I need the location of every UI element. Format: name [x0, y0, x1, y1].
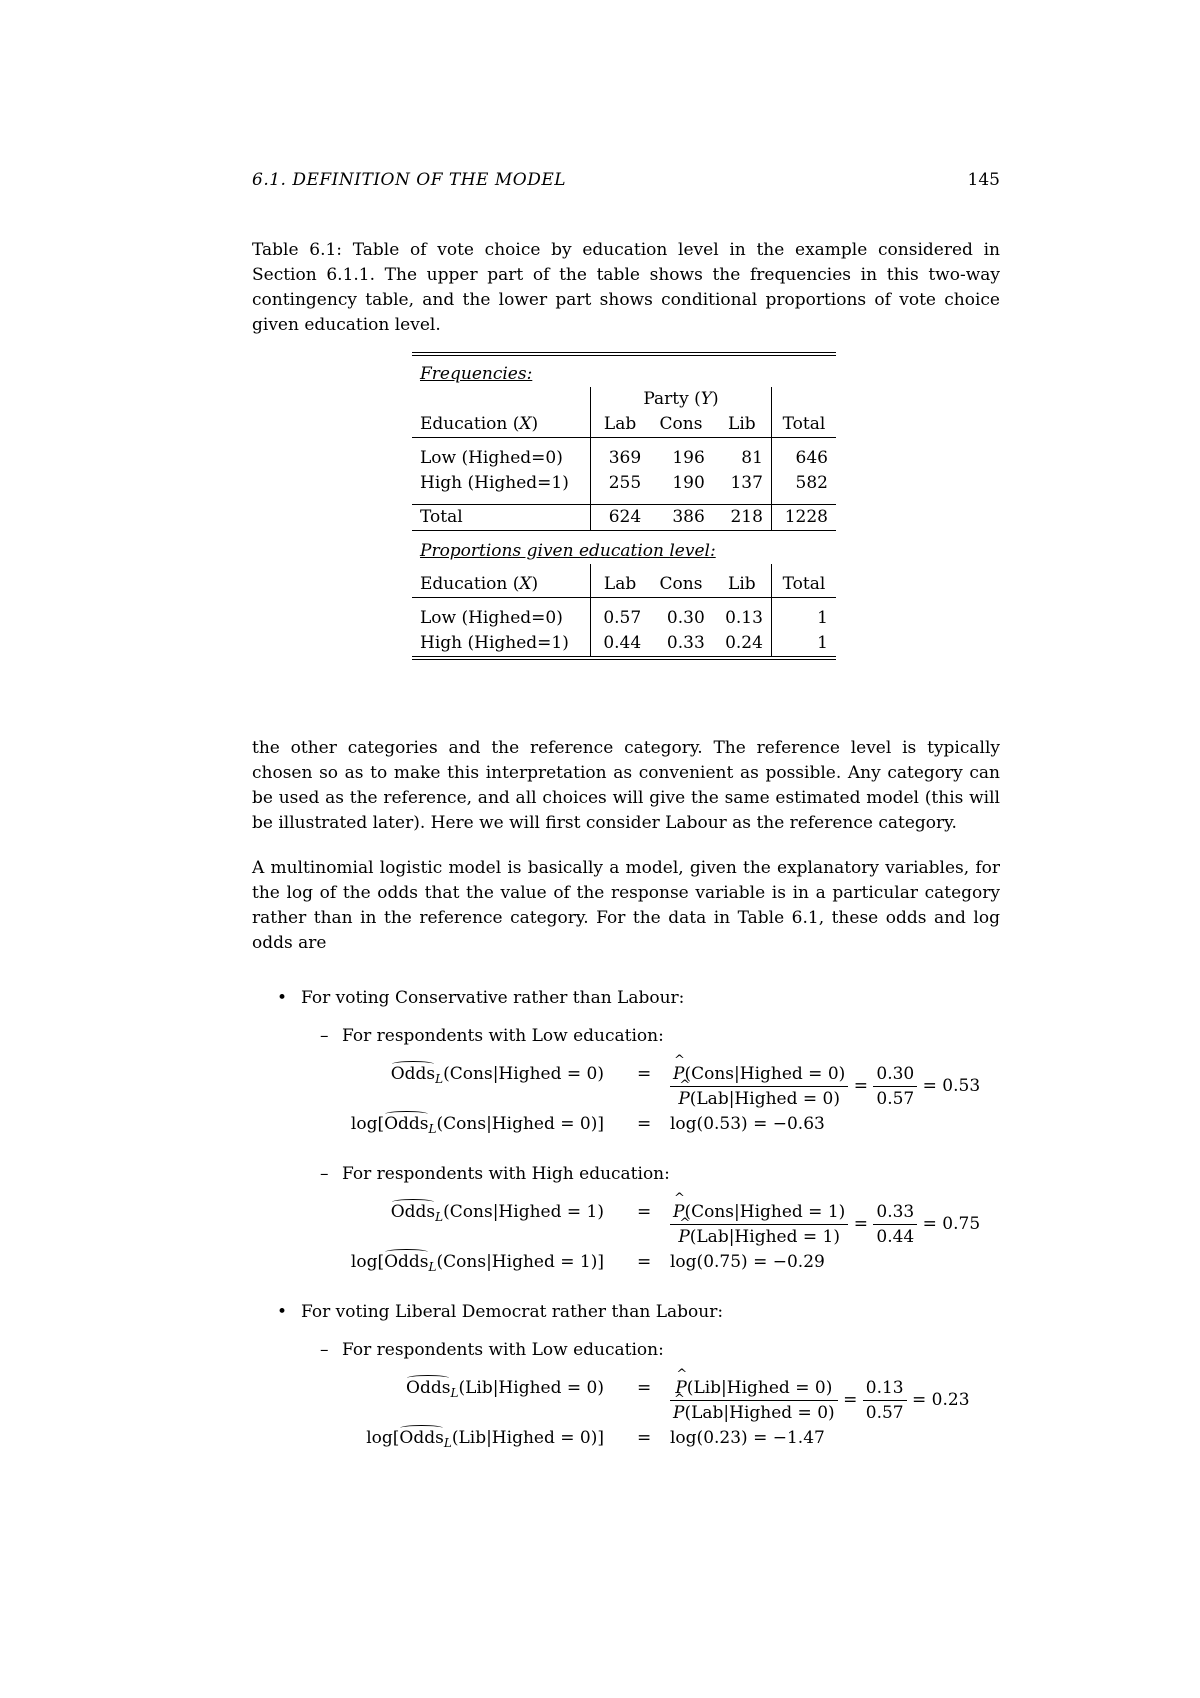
equation-log-odds: log[Odds$_L$(Cons|Highed = 0)] = log(0.53) = −0.63 [350, 1114, 825, 1136]
bullet-item: • For voting Conservative rather than Labour: [277, 988, 685, 1008]
equation-odds: Odds$_L$(Cons|Highed = 0) = ^ P(Cons|Highed = 0) ^ P(Lab|Highed = 0) = $\frac{0.30}{0.57}$ = 0.53 [252, 1064, 1000, 1092]
dash-item: – For respondents with High education: [320, 1164, 670, 1184]
frequencies-title: Frequencies: [420, 364, 533, 384]
row-header: Education (X) [420, 414, 539, 434]
equation-odds: Odds$_L$(Cons|Highed = 1) = ^ P(Cons|Highed = 1) ^ P(Lab|Highed = 1) = $\frac{0.33}{0.44}$ = 0.75 [252, 1202, 1000, 1230]
page-number: 145 [967, 170, 1000, 190]
body-paragraph-1: the other categories and the reference category. The reference level is typically chosen so as to make this interpretation as convenient as possible. Any category can be used as the reference, and all choices will give the same estimated model (this will be illustrated later). Here we will first consider Labour as the reference category. [252, 738, 1000, 833]
equation-log-odds: log[Odds$_L$(Lib|Highed = 0)] = log(0.23) = −1.47 [366, 1428, 825, 1450]
body-paragraph-2: A multinomial logistic model is basically a model, given the explanatory variables, for the log of the odds that the value of the response variable is in a particular category rather than in the reference category. For the data in Table 6.1, these odds and log odds are [252, 858, 1000, 953]
dash-item: – For respondents with Low education: [320, 1026, 664, 1046]
col-total: Total [771, 412, 836, 438]
equation-log-odds: log[Odds$_L$(Cons|Highed = 1)] = log(0.75) = −0.29 [350, 1252, 825, 1274]
dash-icon: – [320, 1026, 329, 1046]
page-header [252, 170, 1000, 190]
proportions-title: Proportions given education level: [420, 541, 716, 561]
table-row-total: Total 624 386 218 1228 [412, 505, 836, 531]
bullet-icon: • [277, 1302, 288, 1322]
table-row: High (Highed=1) 0.44 0.33 0.24 1 [412, 631, 836, 656]
dash-icon: – [320, 1340, 329, 1360]
table-row: Low (Highed=0) 369 196 81 646 [412, 446, 836, 471]
running-title: 6.1. DEFINITION OF THE MODEL [252, 170, 567, 190]
table-6-1 [412, 352, 836, 660]
col-cons: Cons [659, 414, 703, 434]
bullet-icon: • [277, 988, 288, 1008]
table-row: High (Highed=1) 255 190 137 582 [412, 471, 836, 496]
table-row: Low (Highed=0) 0.57 0.30 0.13 1 [412, 606, 836, 631]
row-header: Education (X) [420, 574, 539, 594]
dash-item: – For respondents with Low education: [320, 1340, 664, 1360]
equation-odds: Odds$_L$(Lib|Highed = 0) = ^ P(Lib|Highed = 0) ^ P(Lab|Highed = 0) = $\frac{0.13}{0.57}$ = 0.23 [252, 1378, 1000, 1406]
table-caption: Table 6.1: Table of vote choice by education level in the example considered in Section 6.1.1. The upper part of the table shows the frequencies in this two-way contingency table, and the lower part shows conditional proportions of vote choice given education level. [252, 240, 1000, 335]
table-bottom-rule [412, 656, 836, 660]
dash-icon: – [320, 1164, 329, 1184]
col-lib: Lib [728, 414, 756, 434]
col-lab: Lab [591, 412, 650, 438]
bullet-item: • For voting Liberal Democrat rather than Labour: [277, 1302, 724, 1322]
frequency-table: Frequencies: Party (Y) Education (X) Lab Cons Lib Total Low (Highed=0) 369 196 81 646 High (Highed=1) 255 190 137 582 Total 624 386 218 1228 Proportions given education level: Education (X) Lab Cons Lib Total Low (Highed=0) 0.57 0.30 0.13 1 High (Highed=1) 0.44 0.33 0.24 1 [412, 356, 836, 656]
party-header: Party (Y) [591, 387, 772, 412]
